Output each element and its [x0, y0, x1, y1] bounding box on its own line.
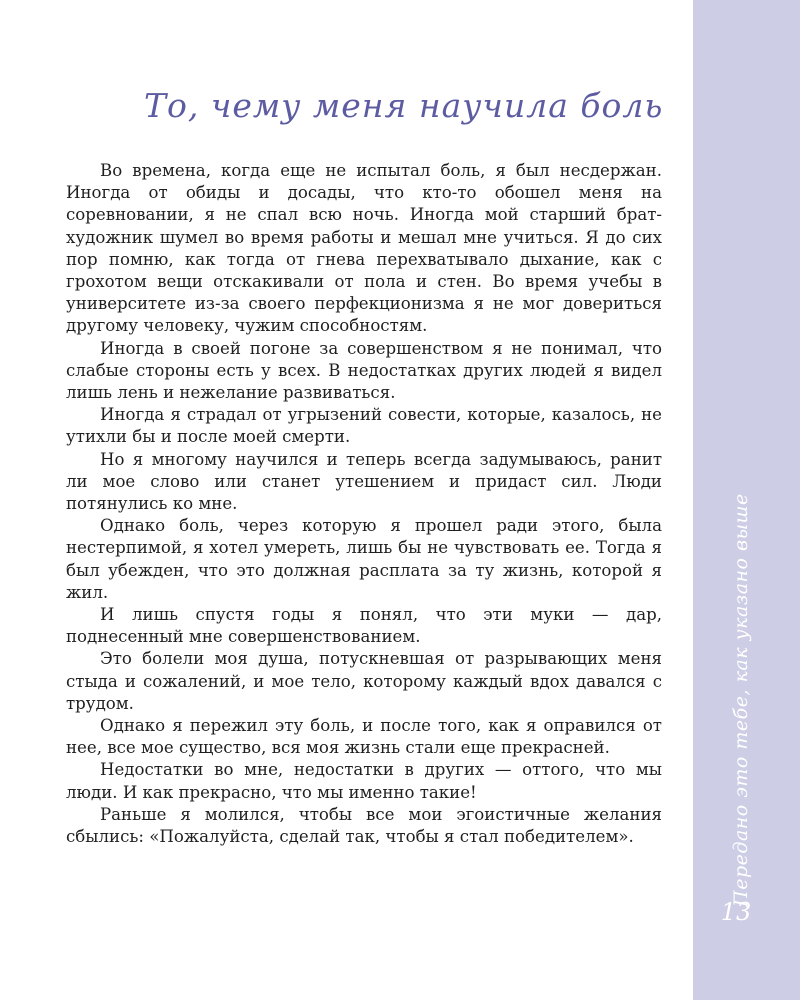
paragraph: Раньше я молился, чтобы все мои эгоистичные желания сбылись: «Пожалуйста, сделай так, чтобы я стал победителем». [66, 804, 662, 847]
running-head-vertical: Передано это тебе, как указано выше [730, 493, 752, 907]
chapter-title: То, чему меня научила боль [144, 86, 664, 125]
paragraph: И лишь спустя годы я понял, что эти муки — дар, поднесенный мне совершенствованием. [66, 605, 662, 647]
body-text [66, 160, 662, 848]
paragraph: Однако боль, через которую я прошел ради этого, была нестерпимой, я хотел умереть, лишь бы не чувствовать ее. Тогда я был убежден, что это должная расплата за ту жизнь, которой я жил. [66, 516, 662, 602]
paragraph: Но я многому научился и теперь всегда задумываюсь, ранит ли мое слово или станет утешением и придаст сил. Люди потянулись ко мне. [66, 449, 662, 514]
paragraph: Иногда в своей погоне за совершенством я не понимал, что слабые стороны есть у всех. В недостатках других людей я видел лишь лень и нежелание развиваться. [66, 338, 662, 403]
paragraph: Это болели моя душа, потускневшая от разрывающих меня стыда и сожалений, и мое тело, которому каждый вдох давался с трудом. [66, 649, 662, 713]
paragraph: Иногда я страдал от угрызений совести, которые, казалось, не утихли бы и после моей смерти. [66, 405, 662, 447]
paragraph: Недостатки во мне, недостатки в других — оттого, что мы люди. И как прекрасно, что мы именно такие! [66, 760, 662, 802]
paragraph: Однако я пережил эту боль, и после того, как я оправился от нее, все мое существо, вся моя жизнь стали еще прекрасней. [66, 716, 662, 758]
page-number: 13 [720, 898, 752, 926]
paragraph: Во времена, когда еще не испытал боль, я был несдержан. Иногда от обиды и досады, что кто-то обошел меня на соревновании, я не спал всю ночь. Иногда мой старший брат-художник шумел во время работы и мешал мне учиться. Я до сих пор помню, как тогда от гнева перехватывало дыхание, как с грохотом вещи отскакивали от пола и стен. Во время учебы в университете из-за своего перфекционизма я не мог довериться другому человеку, чужим способностям. [66, 161, 662, 336]
